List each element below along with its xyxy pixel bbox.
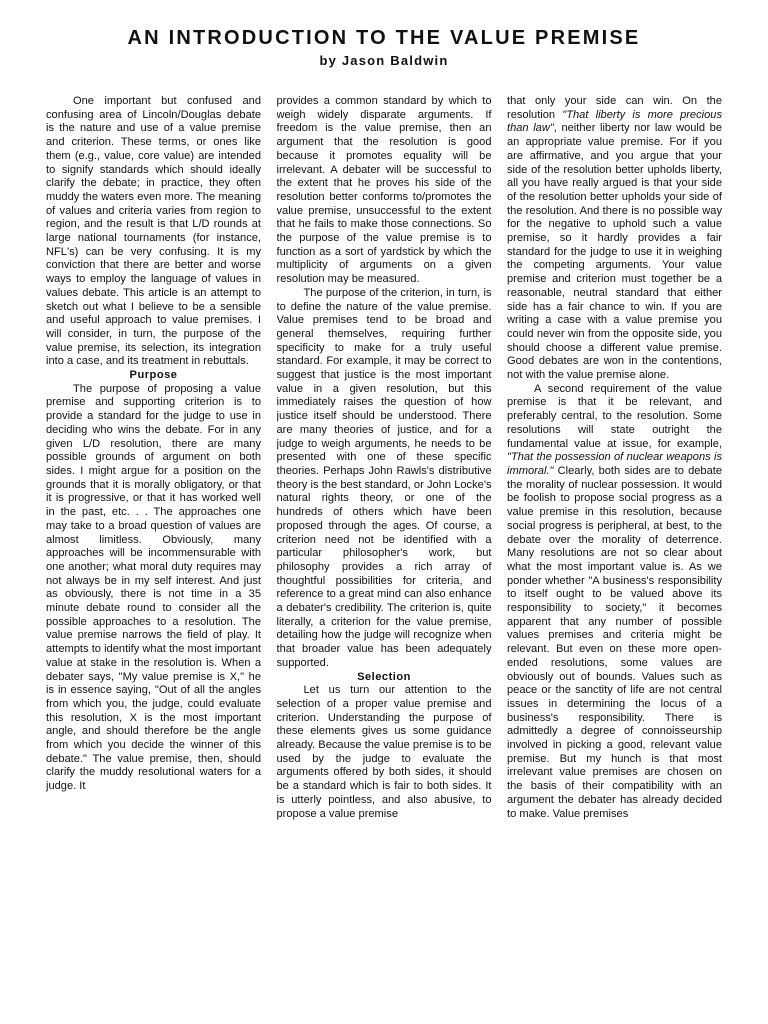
fairness-paragraph	[507, 95, 722, 383]
section-heading-purpose: Purpose	[129, 369, 178, 382]
selection-paragraph: Let us turn our attention to the selection of a proper value premise and criterion. Understanding the purpose of these elements gives us some guidance already. Because the value premise is to be used by the judge to evaluate the arguments offered by both sides, it should be a standard which is fair to both sides. It is utterly pointless, and also abusive, to propose a value premise	[276, 684, 492, 820]
article-title: AN INTRODUCTION TO THE VALUE PREMISE	[127, 27, 641, 49]
resolution-quote-nuclear: "That the possession of nuclear weapons is immoral."	[507, 451, 722, 477]
relevance-paragraph	[507, 383, 722, 822]
fairness-text-b: , neither liberty nor law would be an appropriate value premise. For if you are affirmative, and you argue that your side of the resolution better upholds liberty, all you have really argued is that your side of the resolution better upholds your side of the resolution. And there is no possible way for the negative to uphold such a value premise, so it hardly provides a fair standard for the judge to use it in weighing the competing arguments. Your value premise and criterion must together be a reasonable, neutral standard that either side has a fair chance to win. If you are writing a case with a value premise you could never win from the opposite side, you should choose a different value premise. Good debates are won in the contentions, not with the value premise alone.	[507, 122, 722, 382]
relevance-text-b: Clearly, both sides are to debate the morality of nuclear possession. It would be foolish to propose social progress as a value premise in this resolution, because social progress is peripheral, at best, to the debate over the morality of deterrence. Many resolutions are not so clear about what the most important value is. As we ponder whether "A business's responsibility to itself ought to be valued above its responsibility to society," it becomes apparent that any number of possible values premises and criteria might be relevant. But even on these more open-ended resolutions, some values are obviously out of bounds. Values such as peace or the sanctity of life are not central issues in determining the locus of a business's responsibility. There is admittedly a degree of connoisseurship involved in picking a good, relevant value premise. But my hunch is that most irrelevant value premises are chosen on the basis of their compatibility with an argument the debater has already decided to make. Value premises	[507, 464, 722, 820]
section-heading-selection: Selection	[357, 670, 411, 683]
intro-paragraph: One important but confused and confusing area of Lincoln/Douglas debate is the nature and use of a value premise and criterion. These terms, or ones like them (e.g., value, core value) are intended to signify standards which should ideally clarify the debate; in practice, they often muddy the waters even more. The meaning of values and criteria varies from region to region, and the result is that L/D rounds at large national tournaments (for instance, NFL's) can be very confusing. It is my conviction that there are better and worse ways to employ the language of values in values debate. This article is an attempt to sketch out what I believe to be a sensible and useful approach to value premises. I will consider, in turn, the purpose of the value premise, its selection, its integration into a case, and its treatment in rebuttals.	[46, 95, 261, 368]
purpose-paragraph: The purpose of proposing a value premise and supporting criterion is to provide a standard for the judge to use in deciding who wins the debate. For in any given L/D resolution, there are many possible grounds of argument on both sides. I might argue for a position on the grounds that it is morally obligatory, or that it is progressive, or that it has worked well in the past, etc. . . The approaches one may take to a broad question of values are almost limitless. Obviously, many approaches will be incommensurable with one another; what moral duty requires may not always be in my self interest. And just as obviously, there is not time in a 35 minute debate round to consider all the possible approaches to a resolution. The value premise narrows the field of play. It attempts to identify what the most important value at stake in the resolution is. When a debater says, "My value premise is X," he is in essence saying, "Out of all the angles from which you, the judge, could evaluate this resolution, X is the most important angle, and should therefore be the angle from which you decide the winner of this debate." The value premise, then, should clarify the muddy resolutional waters for a judge. It	[46, 382, 261, 793]
article-columns	[46, 95, 722, 975]
resolution-quote-liberty: "That liberty is more precious than law"	[507, 108, 722, 135]
author-byline: by Jason Baldwin	[319, 53, 449, 68]
column-2	[277, 95, 492, 975]
fairness-text-a: that only your side can win. On the resolution	[507, 95, 722, 121]
purpose-paragraph-continued: provides a common standard by which to weigh widely disparate arguments. If freedom is the value premise, then an argument that the resolution is good because it promotes equality will be irrelevant. A debater will be successful to the extent that he proves his side of the resolution better conforms to/promotes the value premise, unsuccessful to the extent that he fails to make those connections. So the purpose of the value premise is to function as a sort of yardstick by which the multiplicity of arguments on a given resolution may be measured.	[276, 95, 492, 286]
relevance-text-a: A second requirement of the value premise is that it be relevant, and preferably central, to the resolution. Some resolutions will state outright the fundamental value at issue, for example,	[507, 382, 722, 450]
column-1	[46, 95, 261, 975]
column-3	[507, 95, 722, 975]
criterion-paragraph: The purpose of the criterion, in turn, is to define the nature of the value premise. Value premises tend to be broad and general themselves, requiring further specificity to make for a truly useful standard. For example, it may be correct to suggest that justice is the most important value in a given resolution, but this immediately raises the question of how justice itself should be understood. There are many theories of justice, and for a judge to weigh arguments, he needs to be presented with one of these specific theories. Perhaps John Rawls's distributive theory is the best standard, or John Locke's natural rights theory, or one of the hundreds of others which have been proposed through the ages. Of course, a criterion need not be identified with a particular philosopher's work, but philosophy provides a rich array of thoughtful possibilities for criteria, and reference to a great mind can also enhance a debater's credibility. The criterion is, quite literally, a criterion for the value premise, detailing how the judge will recognize when that broader value has been adequately supported.	[276, 286, 492, 669]
